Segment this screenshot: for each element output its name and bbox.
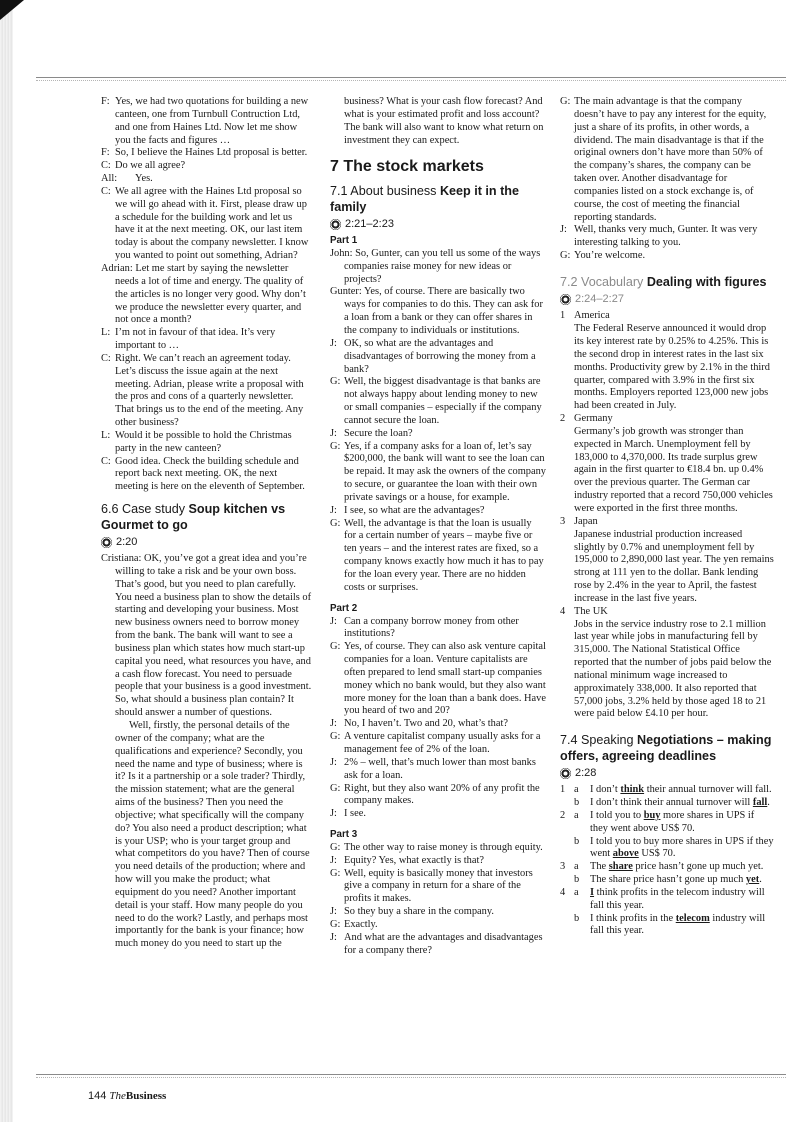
- dialogue-line: [330, 376, 546, 427]
- speaker: G:: [330, 517, 341, 529]
- column-1: [101, 96, 313, 951]
- speaker: G:: [330, 440, 341, 452]
- dialogue-line: [330, 641, 546, 718]
- country-report: [560, 413, 774, 516]
- section-heading-7-4: [560, 733, 774, 764]
- item-number: 4: [560, 886, 566, 898]
- country-name: The UK: [574, 605, 608, 617]
- dialogue-line: [330, 906, 546, 919]
- cristiana-para2: Well, firstly, the personal details of the owner of the company; what are the qualifications and experience? Secondly, you need the name and type of business; where is it? Is it a partnership or a sole trader? Thirdly, the mission statement; what are the general aims of the business? Then you need the objective; what specifically will the company do? You also need a product description; what is your USP; who is your target group and what competitors do you have? Then of course you need details of the production; where and how will you make the product; what equipment do you need? Another important detail is your staff. How many people do you need to do the work? Lastly, and perhaps most importantly for the bank is your finance; how much money do you need to start up the: [115, 719, 310, 950]
- speech-text: Well, the advantage is that the loan is usually for a certain number of years – maybe five or ten years – and the interest rates are fixed, so a company knows exactly how much it has to pay for the loan every year. There are no hidden costs or surprises.: [344, 517, 544, 593]
- speaker: J:: [330, 504, 337, 516]
- speaker: J:: [330, 808, 337, 820]
- dialogue-line: [101, 263, 313, 327]
- dialogue-line: [330, 919, 546, 932]
- column-3: [560, 96, 774, 938]
- page-number: 144: [88, 1090, 107, 1102]
- part-3-heading: Part 3: [330, 829, 358, 841]
- cd-icon: [101, 537, 112, 548]
- stress-item: [560, 861, 774, 874]
- item-number: 2: [560, 413, 566, 425]
- cristiana-para1: [101, 553, 313, 720]
- sentence-start: I don’t: [590, 784, 621, 796]
- bottom-rule: [36, 1074, 786, 1075]
- report-text: The Federal Reserve announced it would drop its key interest rate by 0.25% to 4.25%. This is the second drop in interest rates in the last six months. Productivity grew by 2.1% in the third quarter, compared with 3.9% in the first six months. Employers reported 123,000 new jobs had been created in July.: [574, 323, 770, 412]
- speaker: J:: [330, 854, 337, 866]
- speech-text: Good idea. Check the building schedule and report back next meeting. OK, the next meeting is here on the eleventh of September.: [115, 455, 305, 493]
- speaker: J:: [330, 906, 337, 918]
- speech-text: Right. We can’t reach an agreement today. Let’s discuss the issue again at the next meeting. Adrian, please write a proposal with the pros and cons of a quarterly newsletter. That brings us to the end of the meeting. Any other business?: [115, 352, 304, 429]
- audio-track-number: 2:20: [116, 536, 138, 549]
- bottom-rule-dotted: [36, 1077, 786, 1078]
- dialogue-line: [330, 248, 546, 287]
- dialogue-line: [101, 160, 313, 173]
- top-rule-dotted: [36, 80, 786, 81]
- sentence-start: I told you to: [590, 809, 644, 821]
- dialogue-line: [330, 286, 546, 337]
- speaker: Gunter:: [330, 286, 362, 298]
- audio-track-number: 2:28: [575, 767, 597, 780]
- dialogue-line: [560, 96, 774, 224]
- speech-text: Well, equity is basically money that investors give a company in return for a share of the profits it makes.: [344, 867, 533, 905]
- speaker: All:: [101, 173, 118, 185]
- speaker: F:: [101, 96, 110, 107]
- audio-track: [560, 767, 774, 780]
- sentence-end: .: [767, 797, 770, 808]
- item-letter: a: [574, 784, 579, 796]
- brand-name: Business: [125, 1090, 167, 1102]
- book-brand: [109, 1090, 166, 1102]
- speaker: C:: [101, 185, 111, 197]
- speaker: G:: [330, 376, 341, 388]
- speaker: G:: [330, 782, 341, 794]
- sentence-start: I told you to buy more shares in UPS if they went: [590, 835, 774, 860]
- stress-items: [560, 784, 774, 938]
- item-number: 1: [560, 310, 566, 322]
- item-number: 2: [560, 809, 566, 821]
- country-name: Japan: [574, 515, 598, 527]
- country-name: Germany: [574, 413, 613, 425]
- part-2-dialogue: [330, 616, 546, 822]
- section-title: Negotiations – making offers, agreeing deadlines: [560, 733, 772, 763]
- section-title: Dealing with figures: [646, 274, 767, 289]
- speech-text: Right, but they also want 20% of any profit the company makes.: [344, 782, 540, 807]
- item-number: 1: [560, 784, 566, 796]
- speaker: Cristiana:: [101, 553, 142, 564]
- section-heading-7-2: [560, 275, 774, 291]
- brand-the: The: [109, 1090, 126, 1102]
- report-text: Germany’s job growth was stronger than expected in March. Unemployment fell by 183,000 to 4,370,000. Its trade surplus grew again in the first quarter to €18.4 bn. up 0.4% over the previous quarter. The German car industry reported that a record 750,000 vehicles were exported in the first three months.: [574, 425, 773, 514]
- speaker: F:: [101, 147, 110, 159]
- part-2-heading: Part 2: [330, 602, 358, 614]
- speech-text: 2% – well, that’s much lower than most banks ask for a loan.: [344, 756, 536, 781]
- speech-text: No, I haven’t. Two and 20, what’s that?: [344, 718, 508, 730]
- speaker: C:: [101, 352, 111, 364]
- speaker: J:: [560, 224, 567, 236]
- stress-item: [560, 913, 774, 939]
- dialogue-block: [560, 96, 774, 263]
- dialogue-line: [101, 327, 313, 353]
- sentence-end: price hasn’t gone up much yet.: [632, 861, 764, 873]
- speech-text: Can a company borrow money from other institutions?: [344, 615, 519, 640]
- cristiana-speech: [101, 553, 313, 951]
- country-name: America: [574, 310, 610, 322]
- speaker: G:: [560, 96, 571, 107]
- stressed-word: above: [612, 848, 639, 860]
- speaker: J:: [330, 718, 337, 730]
- speech-text: Well, thanks very much, Gunter. It was very interesting talking to you.: [574, 224, 758, 249]
- dialogue-block: [101, 96, 313, 494]
- report-text: Jobs in the service industry rose to 2.1 million last year while jobs in manufacturing fell by 315,000. The National Statistical Office reported that the number of jobs paid below the national minimum wage increased to approximately 338,000. It also reported that 57,000 jobs, 3.2% held by those aged 18 to 21 were paid below £4.10 per hour.: [574, 618, 772, 720]
- speech-text: Yes, of course. There are basically two ways for companies to do this. They can ask for a loan from a bank or they can offer shares in the company to individuals or institutions.: [344, 286, 543, 336]
- dialogue-line: [330, 932, 546, 958]
- speech-text: So they buy a share in the company.: [344, 906, 494, 918]
- stressed-word: telecom: [675, 912, 710, 924]
- top-rule: [36, 77, 786, 78]
- speech-text: The main advantage is that the company doesn’t have to pay any interest for the equity, just a share of its profits, in other words, a dividend. The main disadvantage is that if the original owners don’t have more than 50% of the company’s shares, the company can be taken over. Another disadvantage for companies listed on a stock exchange is, of course, the cost of meeting the financial reporting standards.: [574, 96, 767, 223]
- speech-text: You’re welcome.: [574, 250, 646, 262]
- speaker: G:: [330, 867, 341, 879]
- sentence-end: .: [759, 874, 762, 886]
- dialogue-line: [101, 353, 313, 430]
- speech-text: I see.: [344, 808, 366, 820]
- speaker: J:: [330, 615, 337, 627]
- audio-track: [101, 536, 313, 549]
- speaker: L:: [101, 429, 111, 441]
- audio-track-number: 2:21–2:23: [345, 218, 394, 231]
- dialogue-line: [330, 616, 546, 642]
- speech-text: So, I believe the Haines Ltd proposal is better.: [115, 147, 308, 159]
- dialogue-line: [330, 428, 546, 441]
- dialogue-line: [101, 173, 313, 186]
- dialogue-line: [101, 430, 313, 456]
- section-number: 7.1 About business: [330, 184, 437, 199]
- dialogue-line: [330, 718, 546, 731]
- continuation-text: business? What is your cash flow forecast? And what is your estimated profit and loss account? The bank will also want to know what return on investment they can expect.: [344, 96, 544, 146]
- sentence-start: I don’t think their annual turnover will: [590, 797, 753, 808]
- stress-item: [560, 810, 774, 836]
- speech-text: The other way to raise money is through equity.: [344, 841, 543, 853]
- binding-edge: [0, 0, 13, 1122]
- stress-item: [560, 797, 774, 810]
- stressed-word: share: [608, 861, 633, 873]
- item-letter: b: [574, 874, 580, 886]
- dialogue-line: [330, 842, 546, 855]
- section-number: 7.2 Vocabulary: [560, 274, 644, 289]
- speech-text: Yes, of course. They can also ask venture capital companies for a loan. Venture capitalists are often prepared to lend small start-up companies money which no bank would, but they also want more money for the loan than a bank does. Have you heard of two and 20?: [344, 641, 546, 717]
- item-letter: a: [574, 809, 579, 821]
- dialogue-line: [101, 147, 313, 160]
- report-text: Japanese industrial production increased slightly by 0.7% and unemployment fell by 195,000 to 2,890,000 last year. The yen remains strong at 111 yen to the dollar. Bank lending rose by 2.4% in the year to April, the fastest increase in the last five years.: [574, 528, 774, 604]
- dialogue-line: [330, 338, 546, 377]
- speech-text: I see, so what are the advantages?: [344, 504, 485, 516]
- cd-icon: [560, 768, 571, 779]
- speech-text: Yes, we had two quotations for building a new canteen, one from Turnbull Contruction Ltd, and one from Haines Ltd. Now let me show you the facts and figures …: [115, 96, 309, 146]
- unit-title: 7 The stock markets: [330, 158, 484, 176]
- speaker: L:: [101, 327, 111, 339]
- speaker: J:: [330, 427, 337, 439]
- speaker: G:: [330, 731, 341, 743]
- sentence-end: industry will fall this year.: [590, 912, 766, 937]
- item-letter: b: [574, 912, 580, 924]
- part-1-heading: Part 1: [330, 235, 358, 247]
- country-report: [560, 310, 774, 413]
- item-letter: b: [574, 797, 580, 808]
- section-number: 6.6 Case study: [101, 502, 186, 517]
- speaker: J:: [330, 337, 337, 349]
- speaker: G:: [330, 841, 341, 853]
- page-footer: [88, 1090, 166, 1102]
- item-number: 4: [560, 605, 566, 617]
- stressed-word: think: [620, 784, 645, 796]
- speaker: G:: [330, 918, 341, 930]
- speaker: C:: [101, 160, 111, 172]
- country-report: [560, 516, 774, 606]
- speaker: John:: [330, 247, 353, 259]
- speech-text: So, Gunter, can you tell us some of the ways companies raise money for new ideas or projects?: [344, 247, 541, 285]
- dialogue-line: [330, 731, 546, 757]
- speech-text: Let me start by saying the newsletter needs a lot of time and energy. The quality of the articles is no longer very good. Why don’t we produce the newsletter every quarter, and not once a month?: [115, 262, 306, 326]
- item-letter: a: [574, 861, 579, 873]
- item-letter: b: [574, 835, 580, 847]
- sentence-end: their annual turnover will fall.: [644, 784, 772, 796]
- speaker: C:: [101, 455, 111, 467]
- sentence-start: The: [590, 861, 609, 873]
- stressed-word: I: [590, 886, 595, 898]
- speech-text: We all agree with the Haines Ltd proposal so we will go ahead with it. First, please draw up a schedule for the building work and let us have it at the next meeting. OK, our last item today is about the company newsletter. I know you wanted to point out something, Adrian?: [115, 185, 309, 262]
- speech-text: A venture capitalist company usually asks for a management fee of 2% of the loan.: [344, 731, 541, 755]
- section-title: Keep it in the family: [330, 184, 520, 214]
- corner-mark: [0, 0, 24, 20]
- dialogue-line: [330, 855, 546, 868]
- country-reports: [560, 310, 774, 721]
- dialogue-line: [101, 456, 313, 495]
- speaker: G:: [330, 641, 341, 653]
- section-heading-7-1: [330, 184, 546, 215]
- stress-item: [560, 874, 774, 887]
- speech-text: Would it be possible to hold the Christmas party in the new canteen?: [115, 429, 292, 454]
- section-number: 7.4 Speaking: [560, 733, 634, 748]
- stressed-word: buy: [643, 809, 661, 821]
- cd-icon: [560, 294, 571, 305]
- speech-text: Do we all agree?: [115, 160, 186, 172]
- dialogue-line: [560, 224, 774, 250]
- stress-item: [560, 836, 774, 862]
- dialogue-line: [330, 441, 546, 505]
- speaker: J:: [330, 756, 337, 768]
- dialogue-line: [101, 96, 313, 147]
- speech-text: And what are the advantages and disadvantages for a company there?: [344, 931, 543, 956]
- sentence-start: The share price hasn’t gone up much: [590, 874, 746, 886]
- speech-text: Exactly.: [344, 918, 378, 930]
- speaker: Adrian:: [101, 262, 133, 274]
- stress-item: [560, 784, 774, 797]
- cd-icon: [330, 219, 341, 230]
- section-title: Soup kitchen vs Gourmet to go: [101, 502, 286, 532]
- dialogue-line: [560, 250, 774, 263]
- sentence-end: US$ 70.: [638, 848, 676, 860]
- speech-text: Secure the loan?: [344, 427, 413, 439]
- item-number: 3: [560, 515, 566, 527]
- audio-track: [330, 218, 546, 231]
- dialogue-line: [101, 186, 313, 263]
- speaker: J:: [330, 931, 337, 943]
- speech-text: Yes, if a company asks for a loan of, let’s say $200,000, the bank will want to see the loan can be repaid. It may ask the owners of the company to secure, or guarantee the loan with their own private savings or a house, for example.: [344, 440, 546, 503]
- stressed-word: yet: [745, 874, 760, 886]
- speaker: G:: [560, 250, 571, 262]
- sentence-start: I think profits in the: [590, 912, 676, 924]
- sentence-end: more shares in UPS if they went above US$ 70.: [590, 809, 755, 834]
- part-3-dialogue: [330, 842, 546, 958]
- speech-text: OK, so what are the advantages and disadvantages of borrowing the money from a bank?: [344, 337, 536, 375]
- dialogue-line: [330, 757, 546, 783]
- dialogue-line: [330, 783, 546, 809]
- dialogue-line: [330, 808, 546, 821]
- item-number: 3: [560, 861, 566, 873]
- item-letter: a: [574, 886, 579, 898]
- stress-item: [560, 887, 774, 913]
- dialogue-line: [330, 505, 546, 518]
- column-2: [330, 96, 546, 957]
- section-heading-6-6: [101, 502, 313, 533]
- audio-track: [560, 293, 774, 306]
- audio-track-number: 2:24–2:27: [575, 293, 624, 306]
- speech-text: I’m not in favour of that idea. It’s very important to …: [115, 327, 276, 352]
- speech-text: OK, you’ve got a great idea and you’re willing to take a risk and be your own boss. That’s good, but you need to plan carefully. You need a business plan to show the details of starting and developing your business. Most new business owners need to borrow money from the bank. The bank will want to see a business plan which states how much start-up capital you need, what resources you have, and a cash flow forecast. You need to persuade people that your business is a good investment. So, what should a business plan contain? It should answer a number of questions.: [115, 553, 312, 719]
- sentence-end: think profits in the telecom industry will fall this year.: [590, 886, 765, 911]
- country-report: [560, 606, 774, 722]
- dialogue-line: [330, 518, 546, 595]
- speech-text: Equity? Yes, what exactly is that?: [344, 854, 484, 866]
- speech-text: Yes.: [135, 173, 153, 185]
- part-1-dialogue: [330, 248, 546, 595]
- stressed-word: fall: [752, 797, 768, 808]
- dialogue-line: [330, 868, 546, 907]
- speech-text: Well, the biggest disadvantage is that banks are not always happy about lending money to new or small companies – especially if the company cannot secure the loan.: [344, 376, 542, 426]
